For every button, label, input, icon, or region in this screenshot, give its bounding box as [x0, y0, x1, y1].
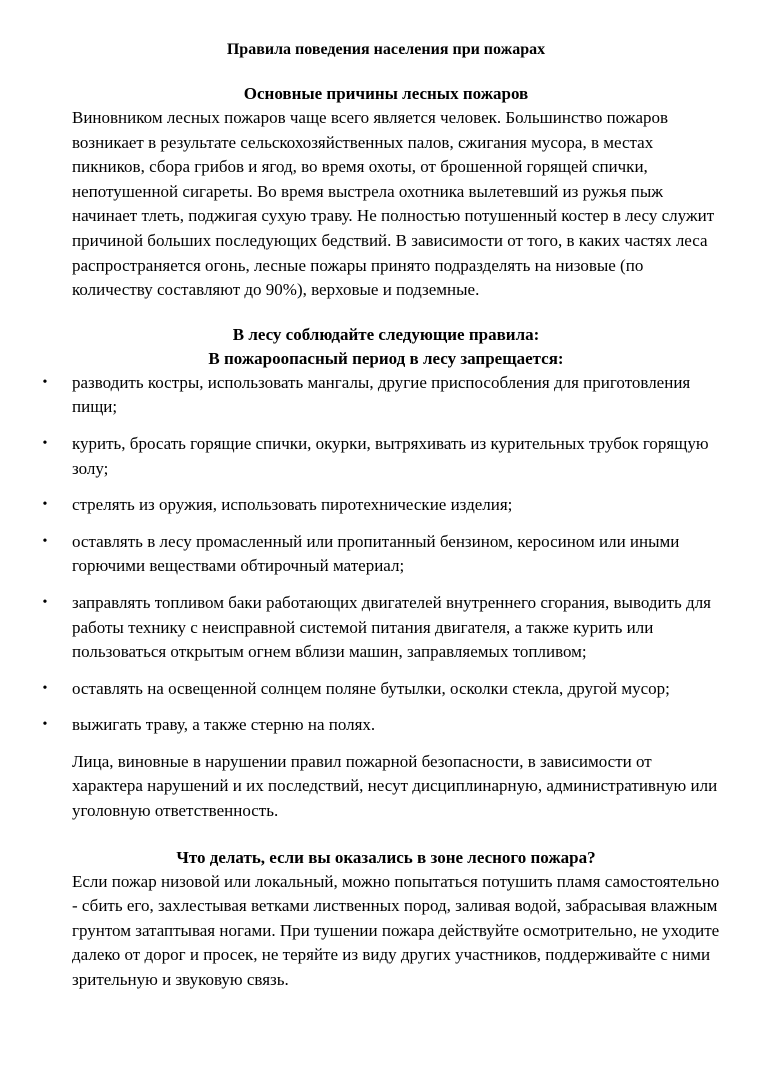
bullet-icon: •	[42, 680, 48, 696]
section-heading-forest-rules: В лесу соблюдайте следующие правила:	[232, 324, 540, 344]
bullet-icon: •	[42, 374, 48, 390]
bullet-icon: •	[42, 594, 48, 610]
bullet-icon: •	[42, 497, 48, 513]
paragraph-causes: Виновником лесных пожаров чаще всего является человек. Большинство пожаров возникает в результате сельскохозяйственных палов, сжигания мусора, в местах пикников, сбора грибов и ягод, во время охоты, от брошенной горящей спички, непотушенной сигареты. Во время выстрела охотника вылетевший из ружья пыж начинает тлеть, поджигая сухую траву. Не полностью потушенный костер в лесу служит причиной больших последующих бедствий. В зависимости от того, в каких частях леса распространяется огонь, лесные пожары принято подразделять на низовые (по количеству составляют до 90%), верховые и подземные.	[72, 108, 715, 300]
list-item-text: оставлять в лесу промасленный или пропитанный бензином, керосином или иными горючими веществами обтирочный материал;	[72, 531, 680, 576]
list-item-text: заправлять топливом баки работающих двигателей внутреннего сгорания, выводить для работы технику с неисправной системой питания двигателя, а также курить или пользоваться открытым огнем вблизи машин, заправляемых топливом;	[72, 592, 711, 662]
list-item-text: стрелять из оружия, использовать пиротехнические изделия;	[72, 495, 513, 515]
section-heading-what-to-do: Что делать, если вы оказались в зоне лесного пожара?	[176, 847, 596, 867]
list-item	[42, 432, 724, 481]
list-item	[42, 677, 724, 702]
paragraph-liability: Лица, виновные в нарушении правил пожарной безопасности, в зависимости от характера нарушений и их последствий, несут дисциплинарную, административную или уголовную ответственность.	[72, 751, 718, 821]
section-heading-causes: Основные причины лесных пожаров	[243, 84, 529, 103]
bullet-icon: •	[42, 435, 48, 451]
list-item	[42, 530, 724, 579]
list-item-text: выжигать траву, а также стерню на полях.	[72, 715, 376, 735]
paragraph-what-to-do: Если пожар низовой или локальный, можно попытаться потушить пламя самостоятельно - сбить его, захлестывая ветками лиственных пород, заливая водой, забрасывая влажным грунтом затаптывая ногами. При тушении пожара действуйте осмотрительно, не уходите далеко от дорог и просек, не теряйте из виду других участников, поддерживайте с ними зрительную и звуковую связь.	[72, 871, 720, 990]
prohibited-list	[42, 371, 724, 738]
list-item-text: оставлять на освещенной солнцем поляне бутылки, осколки стекла, другой мусор;	[72, 678, 670, 698]
bullet-icon: •	[42, 533, 48, 549]
list-item-text: разводить костры, использовать мангалы, другие приспособления для приготовления пищи;	[72, 372, 691, 417]
list-item	[42, 371, 724, 420]
section-heading-prohibited: В пожароопасный период в лесу запрещается:	[208, 348, 564, 368]
list-item-text: курить, бросать горящие спички, окурки, вытряхивать из курительных трубок горящую золу;	[72, 433, 709, 478]
document-title: Правила поведения населения при пожарах	[226, 41, 546, 58]
list-item	[42, 591, 724, 665]
bullet-icon: •	[42, 717, 48, 733]
list-item	[42, 493, 724, 518]
list-item	[42, 713, 724, 738]
